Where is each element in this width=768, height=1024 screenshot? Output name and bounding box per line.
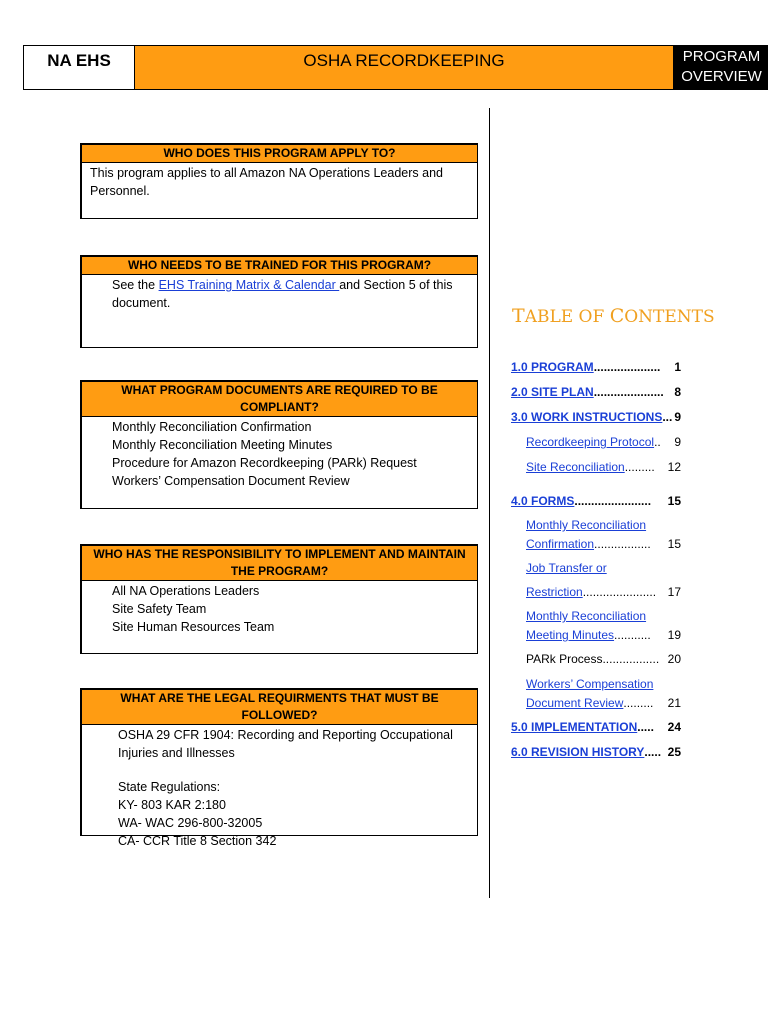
toc-entry-job-transfer[interactable]: Job Transfer or Restriction ...................... 17: [526, 561, 681, 599]
toc-entry-work-instructions[interactable]: 3.0 WORK INSTRUCTIONS ... 9: [511, 410, 681, 424]
toc-entry-meeting-minutes[interactable]: Monthly Reconciliation Meeting Minutes ........... 19: [526, 609, 681, 642]
responsibility-list: [82, 581, 477, 637]
table-of-contents: [511, 358, 681, 762]
section-label: [673, 45, 768, 90]
list-item: Site Safety Team: [112, 602, 207, 616]
osha-regulation: OSHA 29 CFR 1904: Recording and Reporting Occupational Injuries and Illnesses: [118, 728, 453, 760]
toc-entry-site-plan[interactable]: 2.0 SITE PLAN ..................... 8: [511, 385, 681, 399]
legal-body: [82, 725, 477, 851]
apply-box: [80, 143, 478, 219]
documents-box: [80, 380, 478, 509]
documents-list: [82, 417, 477, 491]
section-label-line2: OVERVIEW: [681, 68, 762, 85]
toc-entry-park-process: PARk Process ................. 20: [526, 652, 681, 666]
toc-entry-workers-comp[interactable]: Workers’ Compensation Document Review ......... 21: [526, 677, 681, 710]
list-item: Monthly Reconciliation Meeting Minutes: [112, 438, 333, 452]
list-item: CA- CCR Title 8 Section 342: [118, 834, 277, 848]
trained-box: [80, 255, 478, 348]
list-item: WA- WAC 296-800-32005: [118, 816, 263, 830]
toc-entry-site-reconciliation[interactable]: Site Reconciliation ......... 12: [526, 460, 681, 474]
list-item: Site Human Resources Team: [112, 620, 275, 634]
apply-heading: WHO DOES THIS PROGRAM APPLY TO?: [82, 145, 477, 163]
org-label: NA EHS: [23, 45, 135, 90]
toc-entry-program[interactable]: 1.0 PROGRAM .................... 1: [511, 360, 681, 374]
trained-body: [82, 275, 477, 313]
responsibility-box: [80, 544, 478, 654]
responsibility-heading: WHO HAS THE RESPONSIBILITY TO IMPLEMENT AND MAINTAIN THE PROGRAM?: [82, 546, 477, 581]
document-header: [23, 45, 762, 91]
trained-post: and Section 5 of this document.: [112, 278, 453, 310]
legal-box: [80, 688, 478, 848]
list-item: Procedure for Amazon Recordkeeping (PARk) Request: [112, 456, 417, 470]
trained-heading: WHO NEEDS TO BE TRAINED FOR THIS PROGRAM?: [82, 257, 477, 275]
toc-entry-monthly-reconciliation-confirmation[interactable]: Monthly Reconciliation Confirmation ................. 15: [526, 518, 681, 551]
toc-entry-recordkeeping-protocol[interactable]: Recordkeeping Protocol .. 9: [526, 435, 681, 449]
list-item: Workers’ Compensation Document Review: [112, 474, 350, 488]
trained-pre: See the: [112, 278, 159, 292]
legal-heading: WHAT ARE THE LEGAL REQUIRMENTS THAT MUST BE FOLLOWED?: [82, 690, 477, 725]
state-regulations-title: State Regulations:: [118, 780, 221, 794]
apply-body: This program applies to all Amazon NA Operations Leaders and Personnel.: [90, 166, 443, 198]
documents-heading: WHAT PROGRAM DOCUMENTS ARE REQUIRED TO BE COMPLIANT?: [82, 382, 477, 417]
section-label-line1: PROGRAM: [682, 48, 761, 65]
toc-entry-forms[interactable]: 4.0 FORMS ....................... 15: [511, 494, 681, 508]
training-matrix-link[interactable]: EHS Training Matrix & Calendar: [158, 278, 340, 292]
toc-entry-implementation[interactable]: 5.0 IMPLEMENTATION ..... 24: [511, 720, 681, 734]
list-item: Monthly Reconciliation Confirmation: [112, 420, 312, 434]
column-divider: [489, 108, 490, 898]
list-item: KY- 803 KAR 2:180: [118, 798, 226, 812]
toc-title: TABLE OF CONTENTS: [512, 305, 715, 327]
document-title: OSHA RECORDKEEPING: [135, 45, 673, 90]
list-item: All NA Operations Leaders: [112, 584, 260, 598]
toc-entry-revision-history[interactable]: 6.0 REVISION HISTORY ..... 25: [511, 745, 681, 759]
